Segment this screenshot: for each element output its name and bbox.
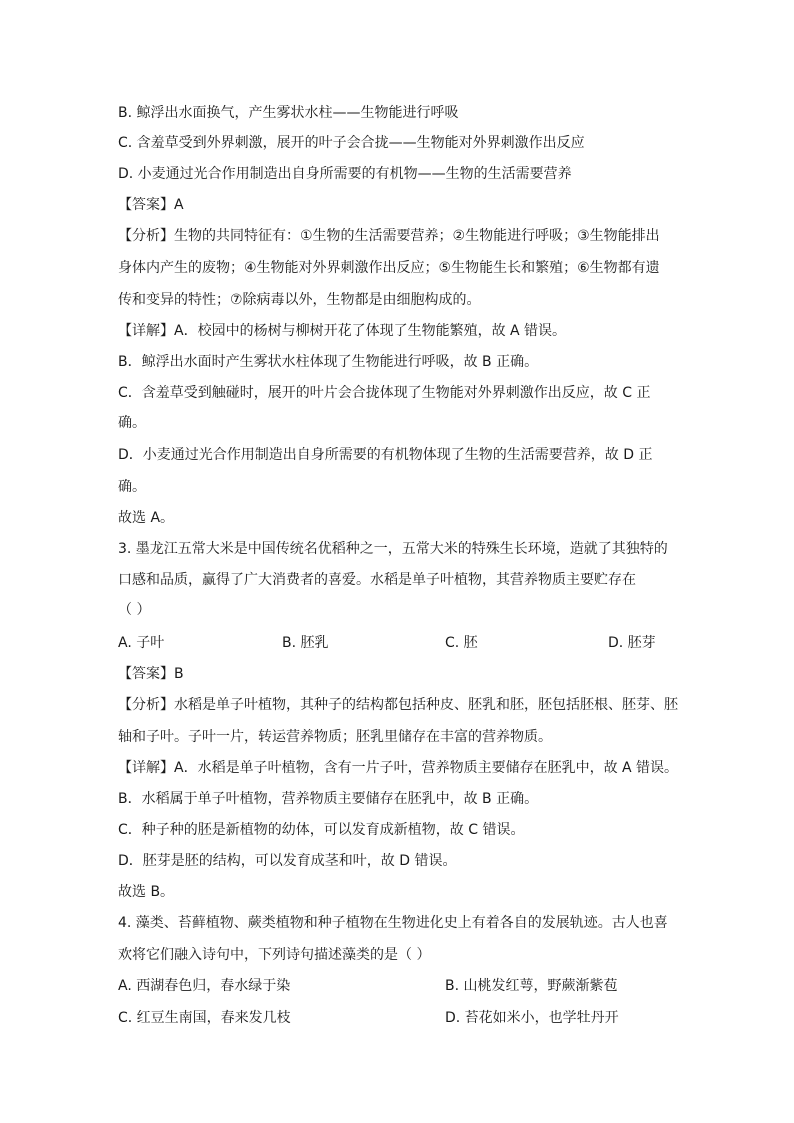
q3-option-d: D. 胚芽 bbox=[608, 635, 656, 651]
q3-detail-line-2: B．水稻属于单子叶植物，营养物质主要储存在胚乳中，故 B 正确。 bbox=[118, 791, 539, 807]
q2-detail-line-1: 【详解】A．校园中的杨树与柳树开花了体现了生物能繁殖，故 A 错误。 bbox=[118, 323, 567, 339]
q3-detail-line-1: 【详解】A．水稻是单子叶植物，含有一片子叶，营养物质主要储存在胚乳中，故 A 错误。 bbox=[118, 760, 679, 776]
q3-detail-line-4: D．胚芽是胚的结构，可以发育成茎和叶，故 D 错误。 bbox=[118, 853, 457, 869]
q3-answer: 【答案】B bbox=[118, 666, 184, 682]
q4-option-b: B. 山桃发红萼，野蕨渐紫苞 bbox=[445, 978, 618, 994]
q2-choose: 故选 A。 bbox=[118, 510, 175, 526]
q4-option-c: C. 红豆生南国，春来发几枝 bbox=[118, 1010, 291, 1026]
q3-detail-line-3: C．种子种的胚是新植物的幼体，可以发育成新植物，故 C 错误。 bbox=[118, 822, 525, 838]
q2-analysis-line-2: 身体内产生的废物；④生物能对外界刺激作出反应；⑤生物能生长和繁殖；⑥生物都有遗 bbox=[118, 260, 660, 276]
q3-stem-line-3: （ ） bbox=[118, 602, 151, 618]
q2-option-c: C. 含羞草受到外界刺激，展开的叶子会合拢——生物能对外界刺激作出反应 bbox=[118, 135, 585, 151]
q3-stem-line-1: 3. 墨龙江五常大米是中国传统名优稻种之一，五常大米的特殊生长环境，造就了其独特的 bbox=[118, 541, 668, 557]
q2-detail-line-6: 确。 bbox=[118, 479, 146, 495]
q3-option-c: C. 胚 bbox=[445, 635, 478, 651]
q2-answer: 【答案】A bbox=[118, 197, 184, 213]
q2-detail-line-5: D．小麦通过光合作用制造出自身所需要的有机物体现了生物的生活需要营养，故 D 正 bbox=[118, 447, 653, 463]
q3-option-b: B. 胚乳 bbox=[282, 635, 329, 651]
q2-option-d: D. 小麦通过光合作用制造出自身所需要的有机物——生物的生活需要营养 bbox=[118, 166, 572, 182]
q4-stem-line-2: 欢将它们融入诗句中，下列诗句描述藻类的是（ ） bbox=[118, 947, 431, 963]
q2-detail-line-3: C．含羞草受到触碰时，展开的叶片会合拢体现了生物能对外界刺激作出反应，故 C 正 bbox=[118, 385, 651, 401]
q4-option-a: A. 西湖春色归，春水绿于染 bbox=[118, 978, 291, 994]
q2-detail-line-2: B．鲸浮出水面时产生雾状水柱体现了生物能进行呼吸，故 B 正确。 bbox=[118, 354, 539, 370]
q3-analysis-line-2: 轴和子叶。子叶一片，转运营养物质；胚乳里储存在丰富的营养物质。 bbox=[118, 729, 552, 745]
q2-detail-line-4: 确。 bbox=[118, 415, 146, 431]
q4-stem-line-1: 4. 藻类、苔藓植物、蕨类植物和种子植物在生物进化史上有着各自的发展轨迹。古人也喜 bbox=[118, 915, 668, 931]
q3-stem-line-2: 口感和品质，赢得了广大消费者的喜爱。水稻是单子叶植物，其营养物质主要贮存在 bbox=[118, 572, 636, 588]
q3-analysis-line-1: 【分析】水稻是单子叶植物，其种子的结构都包括种皮、胚乳和胚，胚包括胚根、胚芽、胚 bbox=[118, 697, 678, 713]
q3-choose: 故选 B。 bbox=[118, 884, 175, 900]
q2-option-b: B. 鲸浮出水面换气，产生雾状水柱——生物能进行呼吸 bbox=[118, 105, 459, 121]
q4-option-d: D. 苔花如米小，也学牡丹开 bbox=[445, 1010, 619, 1026]
q2-analysis-line-3: 传和变异的特性；⑦除病毒以外，生物都是由细胞构成的。 bbox=[118, 292, 481, 308]
q3-option-a: A. 子叶 bbox=[118, 635, 165, 651]
q2-analysis-line-1: 【分析】生物的共同特征有：①生物的生活需要营养；②生物能进行呼吸；③生物能排出 bbox=[118, 228, 660, 244]
